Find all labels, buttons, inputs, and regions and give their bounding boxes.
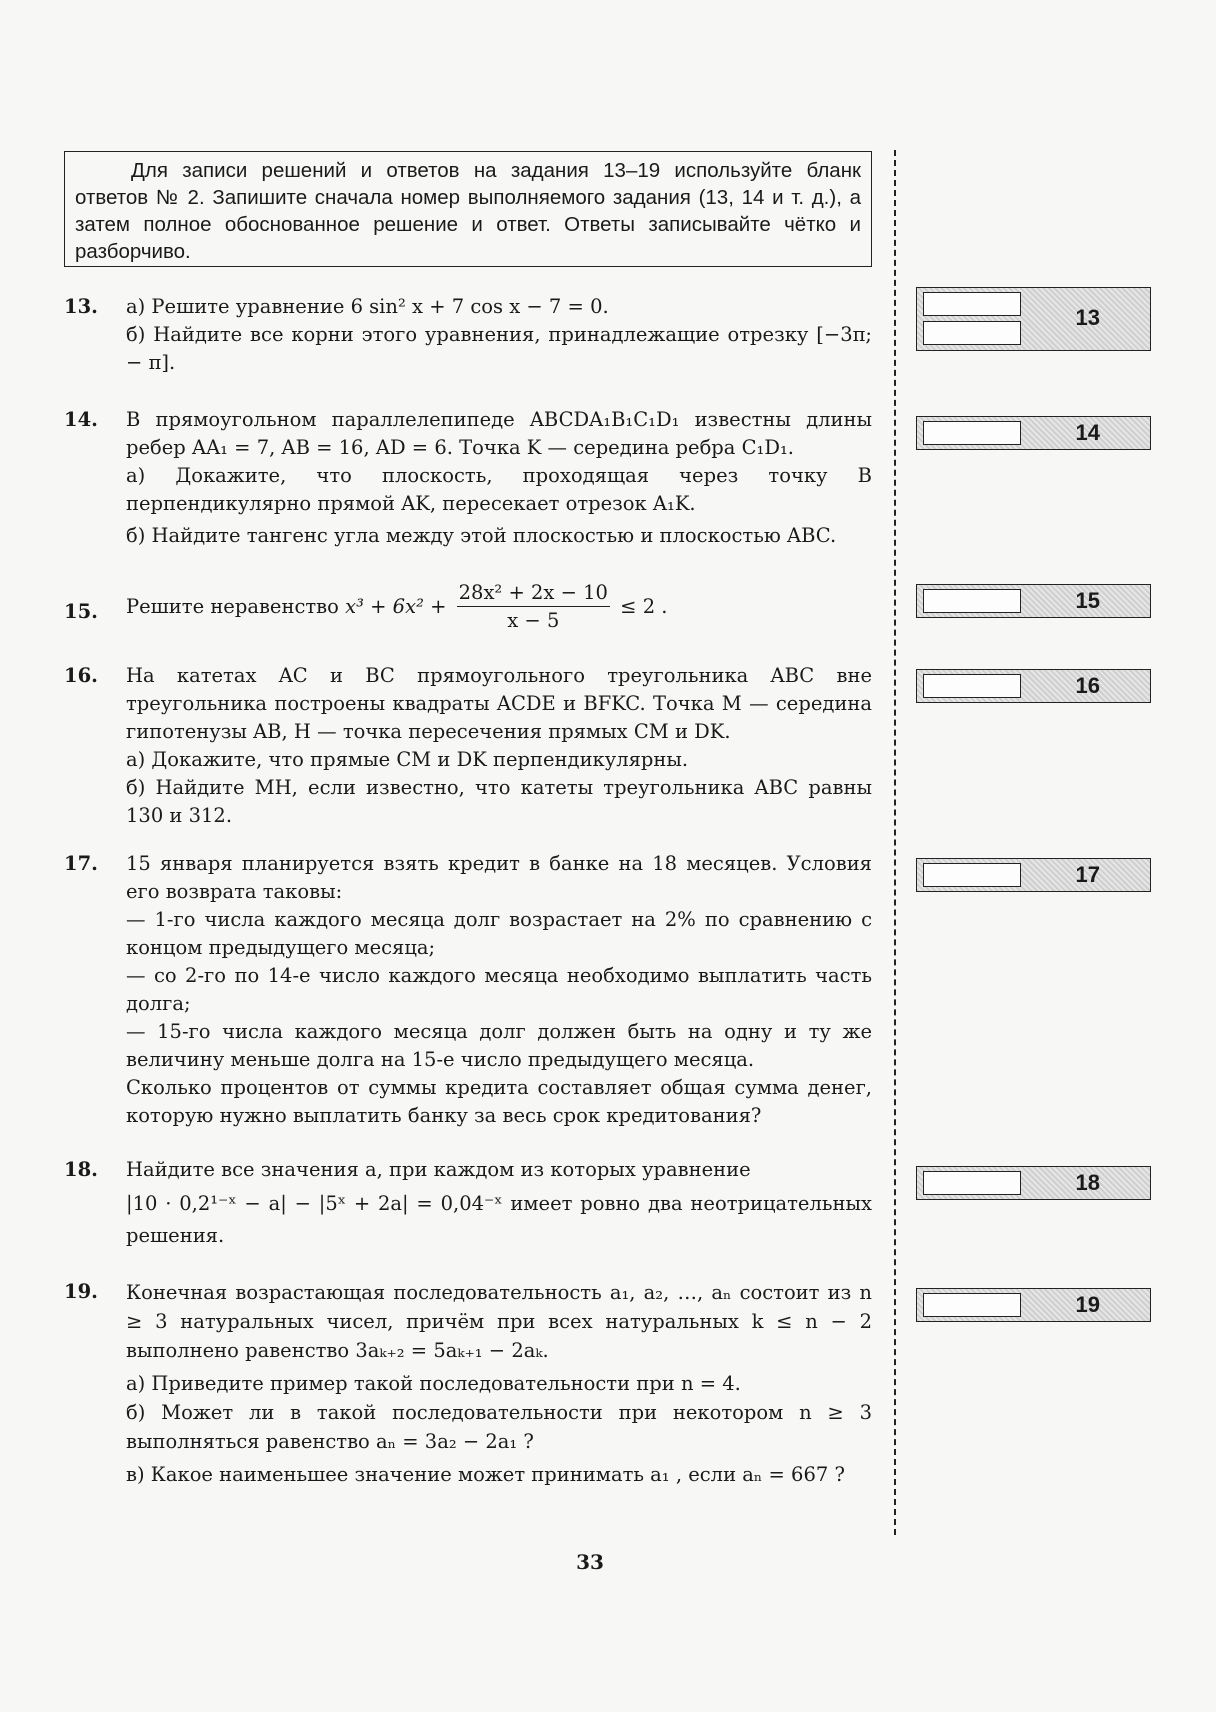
- task-18-statement: Найдите все значения a, при каждом из которых уравнение: [126, 1158, 751, 1181]
- task-16: [64, 662, 872, 830]
- answer-box-18[interactable]: [916, 1166, 1151, 1200]
- fraction-denominator: x − 5: [507, 609, 560, 632]
- task-17-statement: 15 января планируется взять кредит в банке на 18 месяцев. Условия его возврата таковы:: [126, 852, 872, 903]
- task-13: [64, 293, 872, 377]
- task-14-part-a: а) Докажите, что плоскость, проходящая через точку B перпендикулярно прямой AK, пересекает отрезок A₁K.: [126, 464, 872, 515]
- answer-box-13[interactable]: [916, 287, 1151, 351]
- task-number: 14.: [64, 408, 98, 431]
- answer-box-label: 15: [1075, 588, 1100, 613]
- task-16-statement: На катетах AC и BC прямоугольного треугольника ABC вне треугольника построены квадраты ACDE и BFKC. Точка M — середина гипотенузы AB, H — точка пересечения прямых CM и DK.: [126, 664, 872, 743]
- answer-box-label: 16: [1075, 673, 1100, 698]
- task-19-part-a: а) Приведите пример такой последовательности при n = 4.: [126, 1372, 741, 1395]
- answer-box-label: 13: [1075, 305, 1100, 330]
- task-17-question: Сколько процентов от суммы кредита составляет общая сумма денег, которую нужно выплатить банку за весь срок кредитования?: [126, 1076, 872, 1127]
- fraction-numerator: 28x² + 2x − 10: [457, 580, 610, 607]
- task-number: 17.: [64, 852, 98, 875]
- answer-field[interactable]: [923, 1171, 1021, 1195]
- task-17-condition-1: — 1-го числа каждого месяца долг возрастает на 2% по сравнению с концом предыдущего месяца;: [126, 908, 872, 959]
- task-13-part-b: б) Найдите все корни этого уравнения, принадлежащие отрезку [−3π; − π].: [126, 323, 872, 374]
- cut-line: [894, 150, 896, 1535]
- task-15: [64, 580, 872, 635]
- task-13-part-a: а) Решите уравнение 6 sin² x + 7 cos x − 7 = 0.: [126, 295, 609, 318]
- answer-field[interactable]: [923, 863, 1021, 887]
- answer-box-16[interactable]: [916, 669, 1151, 703]
- task-15-lead: Решите неравенство: [126, 595, 339, 618]
- task-number: 18.: [64, 1158, 98, 1181]
- answer-box-label: 14: [1075, 420, 1100, 445]
- task-number: 19.: [64, 1280, 98, 1303]
- task-number: 16.: [64, 664, 98, 687]
- task-19: [64, 1278, 872, 1489]
- task-14-part-b: б) Найдите тангенс угла между этой плоскостью и плоскостью ABC.: [126, 524, 837, 547]
- task-19-statement: Конечная возрастающая последовательность a₁, a₂, …, aₙ состоит из n ≥ 3 натуральных чисел, причём при всех натуральных k ≤ n − 2 выполнено равенство 3aₖ₊₂ = 5aₖ₊₁ − 2aₖ.: [126, 1281, 872, 1362]
- task-17-condition-2: — со 2-го по 14-е число каждого месяца необходимо выплатить часть долга;: [126, 964, 872, 1015]
- answer-box-label: 19: [1075, 1292, 1100, 1317]
- task-16-part-b: б) Найдите MH, если известно, что катеты треугольника ABC равны 130 и 312.: [126, 776, 872, 827]
- task-18: [64, 1156, 872, 1252]
- task-15-rhs: ≤ 2 .: [620, 595, 668, 618]
- answer-box-15[interactable]: [916, 584, 1151, 618]
- answer-field[interactable]: [923, 292, 1021, 316]
- page-number: 33: [576, 1550, 604, 1574]
- task-17: [64, 850, 872, 1130]
- answer-field[interactable]: [923, 674, 1021, 698]
- task-16-part-a: а) Докажите, что прямые CM и DK перпендикулярны.: [126, 748, 689, 771]
- instructions-box: Для записи решений и ответов на задания 13–19 используйте бланк ответов № 2. Запишите сначала номер выполняемого задания (13, 14 и т. д.), а затем полное обоснованное решение и ответ. Ответы записывайте чётко и разборчиво.: [64, 151, 872, 267]
- answer-field[interactable]: [923, 321, 1021, 345]
- task-number: 15.: [64, 600, 98, 623]
- answer-box-17[interactable]: [916, 858, 1151, 892]
- task-19-part-c: в) Какое наименьшее значение может принимать a₁ , если aₙ = 667 ?: [126, 1463, 845, 1486]
- task-14: [64, 406, 872, 550]
- task-15-fraction: [457, 580, 610, 635]
- task-15-lhs: x³ + 6x² +: [345, 595, 447, 618]
- answer-box-19[interactable]: [916, 1288, 1151, 1322]
- task-19-part-b: б) Может ли в такой последовательности при некотором n ≥ 3 выполняться равенство aₙ = 3a₂ − 2a₁ ?: [126, 1401, 872, 1453]
- task-18-equation: |10 · 0,2¹⁻ˣ − a| − |5ˣ + 2a| = 0,04⁻ˣ имеет ровно два неотрицательных решения.: [126, 1192, 872, 1247]
- answer-field[interactable]: [923, 421, 1021, 445]
- answer-field[interactable]: [923, 1293, 1021, 1317]
- answer-box-label: 17: [1075, 862, 1100, 887]
- task-17-condition-3: — 15-го числа каждого месяца долг должен быть на одну и ту же величину меньше долга на 15-е число предыдущего месяца.: [126, 1020, 872, 1071]
- answer-box-label: 18: [1075, 1170, 1100, 1195]
- answer-box-14[interactable]: [916, 416, 1151, 450]
- task-14-statement: В прямоугольном параллелепипеде ABCDA₁B₁C₁D₁ известны длины ребер AA₁ = 7, AB = 16, AD = 6. Точка K — середина ребра C₁D₁.: [126, 408, 872, 459]
- task-number: 13.: [64, 295, 98, 318]
- answer-field[interactable]: [923, 589, 1021, 613]
